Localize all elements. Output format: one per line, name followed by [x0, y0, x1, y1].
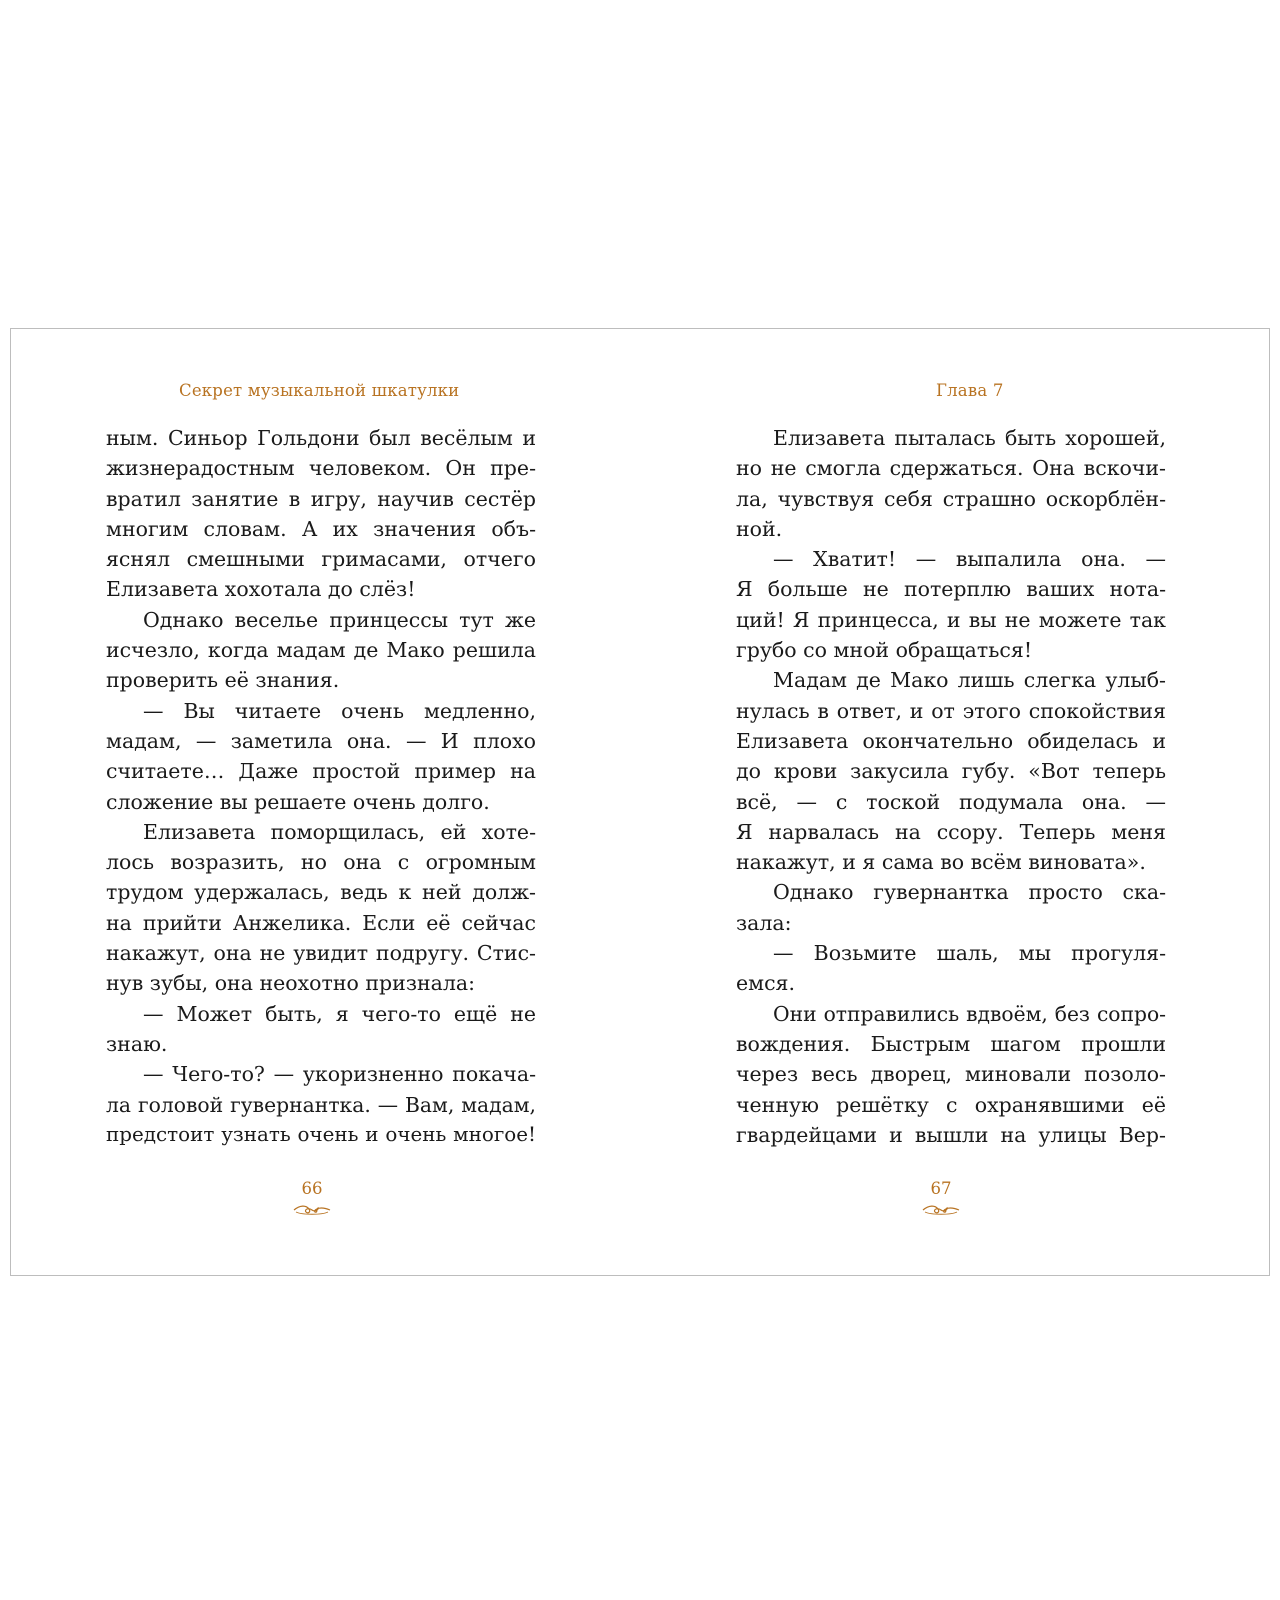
text-line: трудом удержалась, ведь к ней долж- — [106, 880, 536, 905]
text-line: ций! Я принцесса, и вы не можете так — [736, 607, 1166, 632]
text-line: ченную решётку с охранявшими её — [736, 1092, 1166, 1117]
text-line: но не смогла сдержаться. Она вскочи- — [736, 456, 1166, 481]
text-line: вратил занятие в игру, научив сестёр — [106, 486, 536, 511]
text-line: нулась в ответ, и от этого спокойствия — [736, 698, 1166, 723]
text-line: гвардейцами и вышли на улицы Вер- — [736, 1122, 1166, 1147]
text-line: Мадам де Мако лишь слегка улыб- — [773, 668, 1166, 693]
text-line: вождения. Быстрым шагом прошли — [736, 1031, 1166, 1056]
page-number: 66 — [301, 1179, 323, 1198]
right-page — [641, 329, 1271, 1277]
text-line: грубо со мной обращаться! — [736, 638, 1033, 663]
text-line: емся. — [736, 971, 796, 996]
text-line: до крови закусила губу. «Вот теперь — [736, 759, 1166, 784]
text-line: зала: — [736, 910, 792, 935]
page-number: 67 — [930, 1179, 952, 1198]
text-line: исчезло, когда мадам де Мако решила — [106, 638, 536, 663]
text-line: накажут, и я сама во всём виновата». — [736, 850, 1146, 875]
flourish-ornament-icon — [292, 1203, 332, 1217]
text-line: мадам, — заметила она. — И плохо — [106, 728, 536, 753]
text-line: — Чего-то? — укоризненно покача- — [143, 1062, 536, 1087]
text-line: всё, — с тоской подумала она. — — [736, 789, 1166, 814]
text-line: сложение вы решаете очень долго. — [106, 789, 490, 814]
text-line: многим словам. А их значения объ- — [106, 516, 536, 541]
flourish-ornament-icon — [921, 1203, 961, 1217]
text-line: накажут, она не увидит подругу. Стис- — [106, 941, 536, 966]
text-line: Однако веселье принцессы тут же — [143, 607, 536, 632]
text-line: Елизавета окончательно обиделась и — [736, 728, 1166, 753]
text-line: предстоит узнать очень и очень многое! — [106, 1122, 536, 1146]
text-line: знаю. — [106, 1031, 168, 1056]
text-line: ным. Синьор Гольдони был весёлым и — [106, 426, 536, 450]
text-line: ла головой гувернантка. — Вам, мадам, — [106, 1092, 536, 1117]
left-page — [11, 329, 641, 1277]
text-line: — Вы читаете очень медленно, — [143, 698, 536, 723]
book-spread — [10, 328, 1270, 1276]
text-line: нув зубы, она неохотно признала: — [106, 971, 476, 996]
text-line: — Хватит! — выпалила она. — — [773, 547, 1166, 572]
text-line: через весь дворец, миновали позоло- — [736, 1062, 1166, 1087]
text-line: Елизавета поморщилась, ей хоте- — [143, 819, 536, 844]
text-line: Елизавета пыталась быть хорошей, — [773, 426, 1166, 450]
text-line: проверить её знания. — [106, 668, 340, 693]
text-line: ла, чувствуя себя страшно оскорблён- — [736, 486, 1166, 511]
text-line: яснял смешными гримасами, отчего — [106, 547, 536, 572]
text-line: — Может быть, я чего-то ещё не — [143, 1001, 536, 1026]
text-line: Я нарвалась на ссору. Теперь меня — [736, 819, 1166, 844]
text-line: на прийти Анжелика. Если её сейчас — [106, 910, 536, 935]
running-head: Секрет музыкальной шкатулки — [179, 381, 460, 400]
text-line: жизнерадостным человеком. Он пре- — [106, 456, 536, 481]
text-line: считаете… Даже простой пример на — [106, 759, 536, 784]
text-line: ной. — [736, 516, 783, 541]
text-line: лось возразить, но она с огромным — [106, 850, 536, 875]
text-line: — Возьмите шаль, мы прогуля- — [773, 941, 1166, 966]
text-line: Они отправились вдвоём, без сопро- — [773, 1001, 1166, 1026]
text-line: Елизавета хохотала до слёз! — [106, 577, 416, 602]
text-block — [106, 423, 536, 1150]
text-line: Я больше не потерплю ваших нота- — [736, 577, 1166, 602]
running-head: Глава 7 — [936, 381, 1004, 400]
text-line: Однако гувернантка просто ска- — [773, 880, 1166, 905]
text-block — [736, 423, 1166, 1150]
